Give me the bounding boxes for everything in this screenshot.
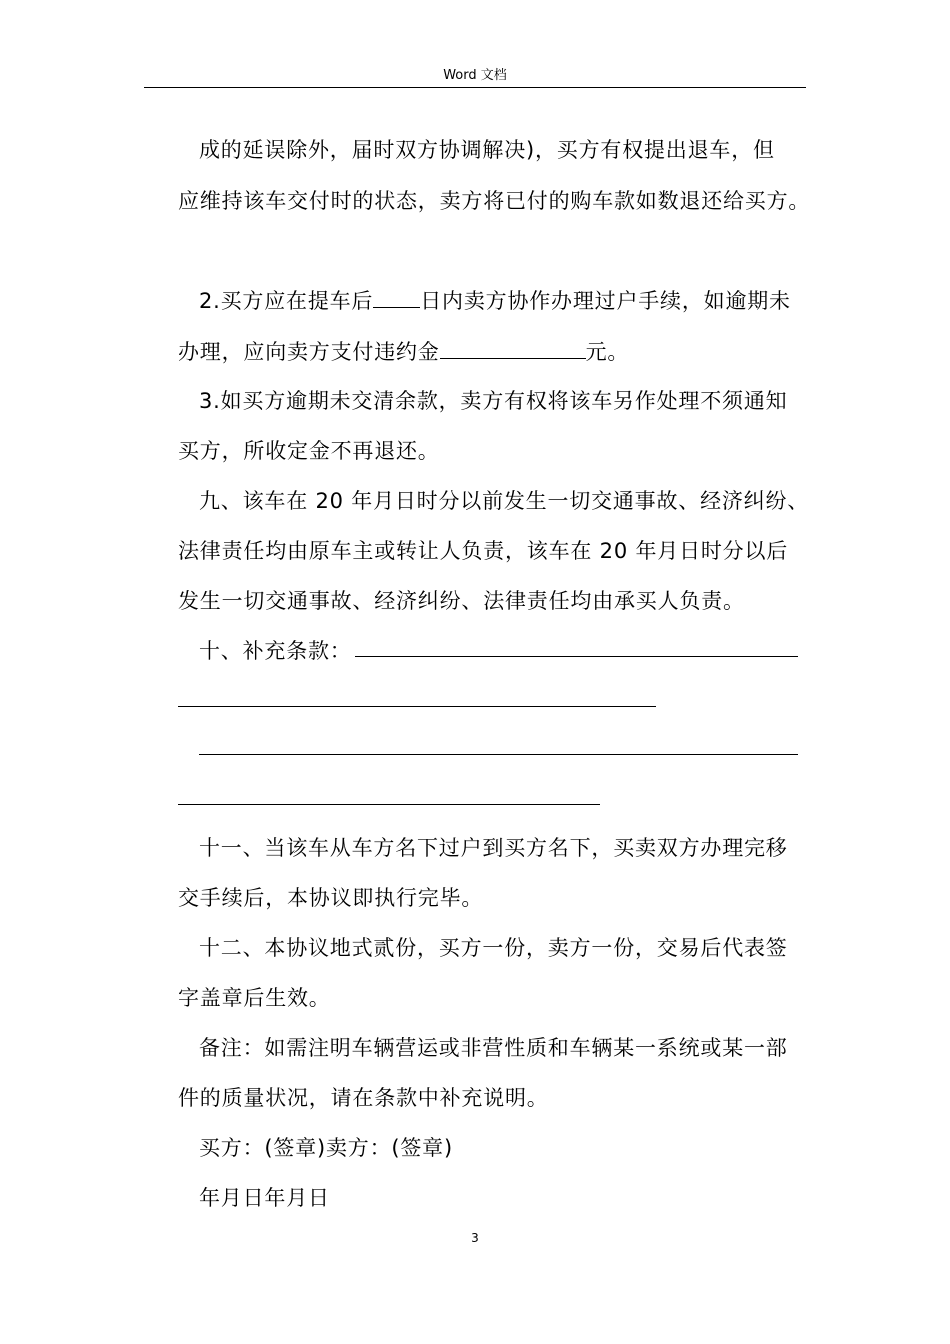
- fill-in-blank: [373, 289, 420, 308]
- page-number: 3: [471, 1231, 479, 1245]
- text-segment: 2.买方应在提车后: [199, 289, 374, 313]
- text-line: 十二、本协议地式贰份，买方一份，卖方一份，交易后代表签: [199, 936, 788, 960]
- text-line: [178, 339, 629, 365]
- text-line: 十、补充条款：: [199, 639, 352, 663]
- text-line: 交手续后，本协议即执行完毕。: [178, 886, 484, 910]
- text-line: 买方，所收定金不再退还。: [178, 439, 440, 463]
- text-segment: 元。: [585, 340, 630, 364]
- date-line: 年月日年月日: [199, 1186, 330, 1210]
- fill-in-rule: [178, 804, 600, 805]
- document-header-title: Word 文档: [443, 68, 507, 83]
- header-rule: [144, 87, 806, 88]
- text-line: 发生一切交通事故、经济纠纷、法律责任均由承买人负责。: [178, 589, 745, 613]
- text-line: [199, 288, 791, 314]
- text-line: 应维持该车交付时的状态，卖方将已付的购车款如数退还给买方。: [178, 189, 811, 213]
- text-line: 备注：如需注明车辆营运或非营性质和车辆某一系统或某一部: [199, 1036, 788, 1060]
- fill-in-rule: [199, 754, 798, 755]
- text-line: 3.如买方逾期未交清余款，卖方有权将该车另作处理不须通知: [199, 389, 788, 413]
- signature-line: 买方：(签章)卖方：(签章): [199, 1136, 453, 1160]
- fill-in-rule: [178, 706, 656, 707]
- text-line: 件的质量状况，请在条款中补充说明。: [178, 1086, 549, 1110]
- text-line: 法律责任均由原车主或转让人负责，该车在 20 年月日时分以后: [178, 539, 789, 563]
- text-line: 十一、当该车从车方名下过户到买方名下，买卖双方办理完移: [199, 836, 788, 860]
- text-line: 成的延误除外，届时双方协调解决)，买方有权提出退车，但: [199, 138, 775, 162]
- text-segment: 办理，应向卖方支付违约金: [178, 340, 440, 364]
- text-line: 九、该车在 20 年月日时分以前发生一切交通事故、经济纠纷、: [199, 489, 810, 513]
- fill-in-blank: [440, 340, 586, 359]
- text-segment: 日内卖方协作办理过户手续，如逾期未: [420, 289, 791, 313]
- text-line: 字盖章后生效。: [178, 986, 331, 1010]
- fill-in-rule: [355, 656, 798, 657]
